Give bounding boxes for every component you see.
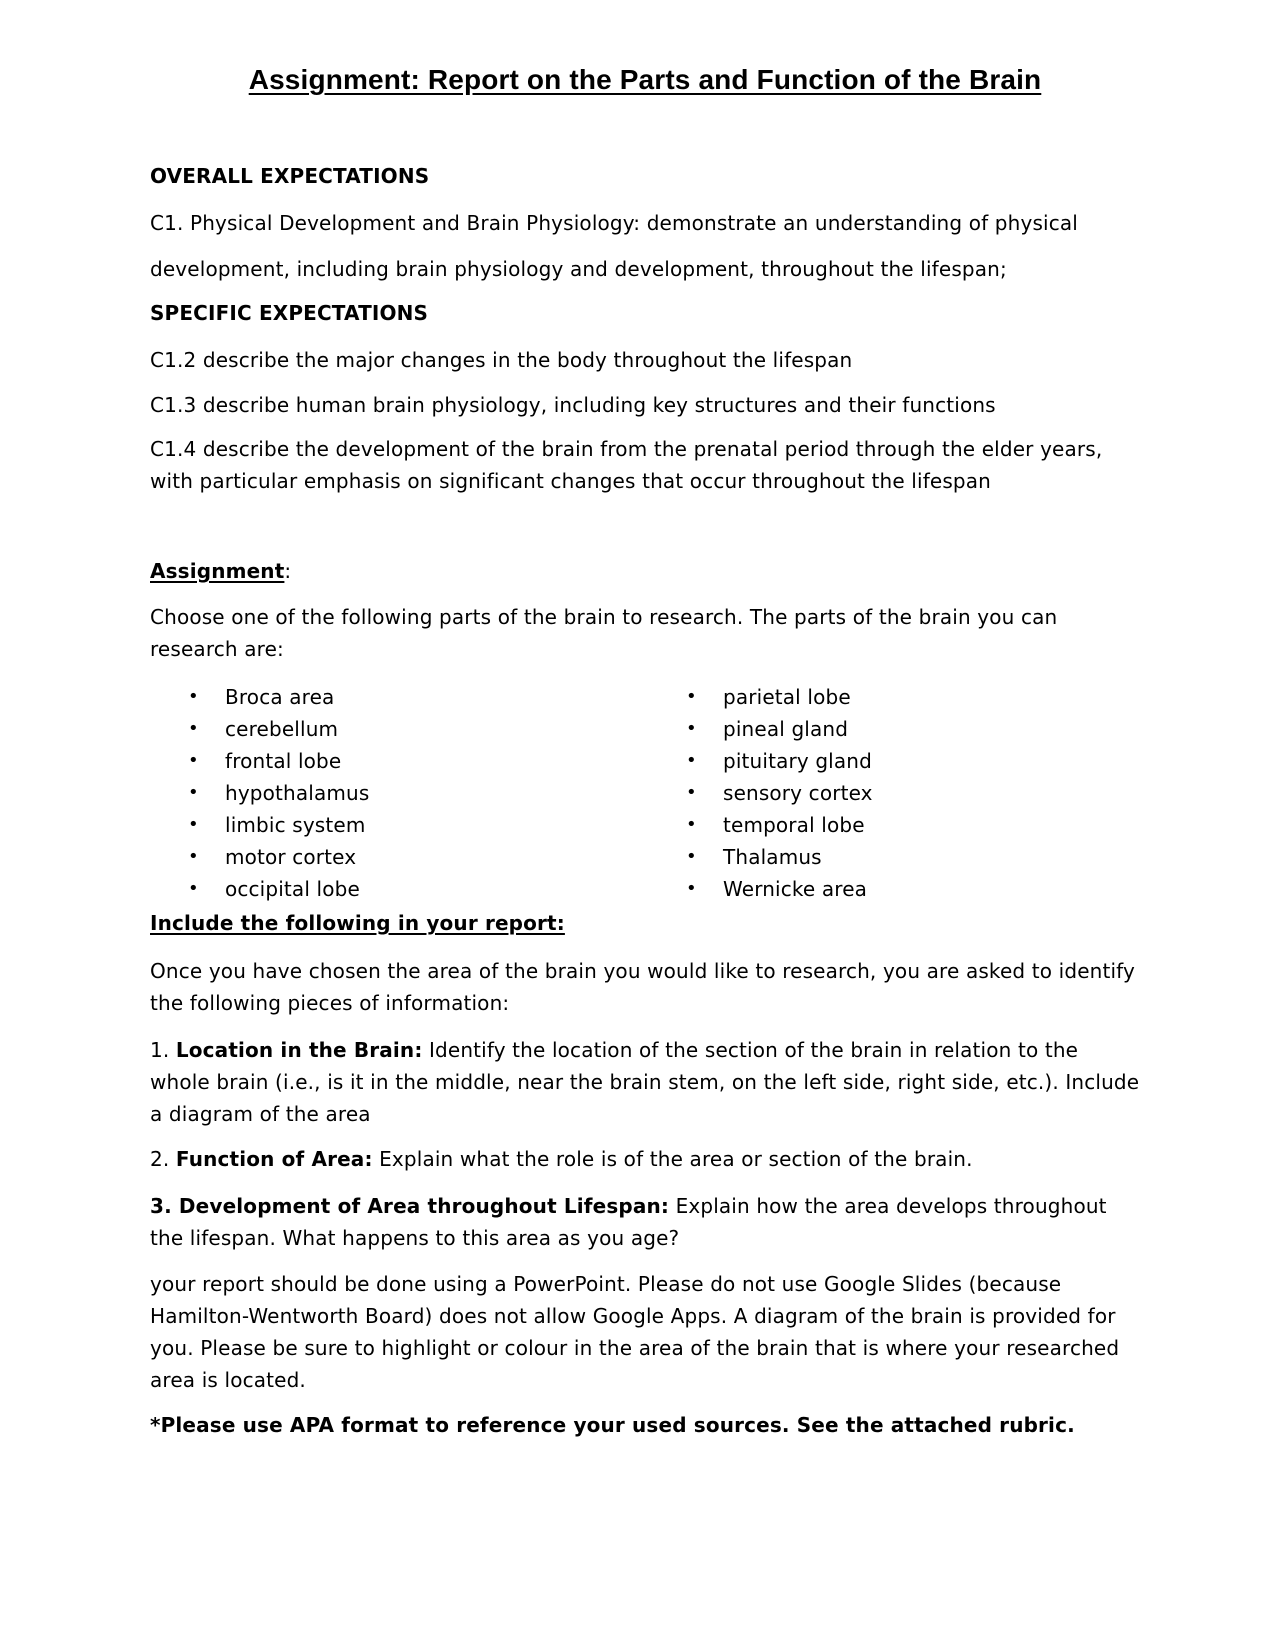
list-item-label: pituitary gland	[723, 749, 872, 773]
bullet-icon: •	[188, 750, 199, 771]
report-item-function	[150, 1143, 1140, 1175]
list-item	[648, 713, 1068, 745]
assignment-heading	[150, 555, 1140, 587]
bullet-icon: •	[686, 750, 697, 771]
list-item-label: occipital lobe	[225, 877, 360, 901]
list-item-label: Wernicke area	[723, 877, 868, 901]
report-heading: Include the following in your report:	[150, 911, 565, 935]
list-item-label: cerebellum	[225, 717, 339, 741]
list-item	[150, 841, 570, 873]
bullet-icon: •	[188, 846, 199, 867]
list-item	[150, 873, 570, 905]
list-item	[648, 809, 1068, 841]
brain-parts-list-left	[150, 681, 570, 905]
list-item-label: Broca area	[225, 685, 335, 709]
bullet-icon: •	[686, 782, 697, 803]
list-item	[648, 841, 1068, 873]
list-item-label: pineal gland	[723, 717, 849, 741]
brain-parts-list-right	[648, 681, 1068, 905]
list-item-label: sensory cortex	[723, 781, 873, 805]
list-item-label: hypothalamus	[225, 781, 370, 805]
list-item-label: frontal lobe	[225, 749, 342, 773]
report-intro: Once you have chosen the area of the brain you would like to research, you are asked to identify the following pieces of information:	[150, 959, 1135, 1015]
list-item	[648, 873, 1068, 905]
list-item-label: Thalamus	[723, 845, 822, 869]
list-item	[648, 681, 1068, 713]
bullet-icon: •	[188, 686, 199, 707]
specific-expectation-c1-3: C1.3 describe human brain physiology, including key structures and their functions	[150, 393, 996, 417]
bullet-icon: •	[188, 782, 199, 803]
bullet-icon: •	[686, 814, 697, 835]
report-item-location	[150, 1034, 1140, 1130]
list-item	[150, 681, 570, 713]
bullet-icon: •	[686, 718, 697, 739]
specific-expectations-heading: SPECIFIC EXPECTATIONS	[150, 301, 429, 325]
report-powerpoint-instructions: your report should be done using a PowerPoint. Please do not use Google Slides (because Hamilton-Wentworth Board) does not allow Google Apps. A diagram of the brain is provided for you. Please be sure to highlight or colour in the area of the brain that is where your researched area is located.	[150, 1272, 1120, 1392]
document-title: Assignment: Report on the Parts and Function of the Brain	[248, 64, 1042, 95]
item2-text: Explain what the role is of the area or section of the brain.	[372, 1147, 973, 1171]
specific-expectation-c1-4: C1.4 describe the development of the brain from the prenatal period through the elder years, with particular emphasis on significant changes that occur throughout the lifespan	[150, 437, 1103, 493]
bullet-icon: •	[188, 814, 199, 835]
bullet-icon: •	[686, 878, 697, 899]
overall-c1-line2: development, including brain physiology and development, throughout the lifespan;	[150, 257, 1007, 281]
item3-text: Explain how the area develops throughout the lifespan. What happens to this area as you age?	[150, 1194, 1107, 1250]
bullet-icon: •	[686, 686, 697, 707]
overall-c1-line1: C1. Physical Development and Brain Physiology: demonstrate an understanding of physical	[150, 211, 1078, 235]
assignment-heading-colon: :	[284, 559, 292, 583]
apa-reference-note: *Please use APA format to reference your used sources. See the attached rubric.	[150, 1413, 1075, 1437]
bullet-icon: •	[686, 846, 697, 867]
item1-label: Location in the Brain:	[175, 1038, 423, 1062]
item1-prefix: 1.	[150, 1038, 176, 1062]
assignment-heading-text: Assignment	[150, 559, 285, 583]
list-item	[648, 745, 1068, 777]
bullet-icon: •	[188, 718, 199, 739]
list-item	[150, 745, 570, 777]
list-item-label: limbic system	[225, 813, 366, 837]
item2-prefix: 2.	[150, 1147, 176, 1171]
bullet-icon: •	[188, 878, 199, 899]
specific-expectation-c1-2: C1.2 describe the major changes in the body throughout the lifespan	[150, 348, 853, 372]
list-item-label: temporal lobe	[723, 813, 865, 837]
overall-expectations-heading: OVERALL EXPECTATIONS	[150, 164, 430, 188]
report-item-development	[150, 1190, 1140, 1254]
item3-label: 3. Development of Area throughout Lifespan:	[150, 1194, 670, 1218]
item1-text: Identify the location of the section of the brain in relation to the whole brain (i.e., is it in the middle, near the brain stem, on the left side, right side, etc.). Include a diagram of the area	[150, 1038, 1140, 1126]
list-item	[648, 777, 1068, 809]
overall-expectation-c1	[150, 200, 1140, 292]
item2-label: Function of Area:	[175, 1147, 373, 1171]
list-item	[150, 713, 570, 745]
list-item	[150, 809, 570, 841]
assignment-intro: Choose one of the following parts of the brain to research. The parts of the brain you can research are:	[150, 605, 1058, 661]
list-item-label: parietal lobe	[723, 685, 851, 709]
list-item-label: motor cortex	[225, 845, 357, 869]
list-item	[150, 777, 570, 809]
